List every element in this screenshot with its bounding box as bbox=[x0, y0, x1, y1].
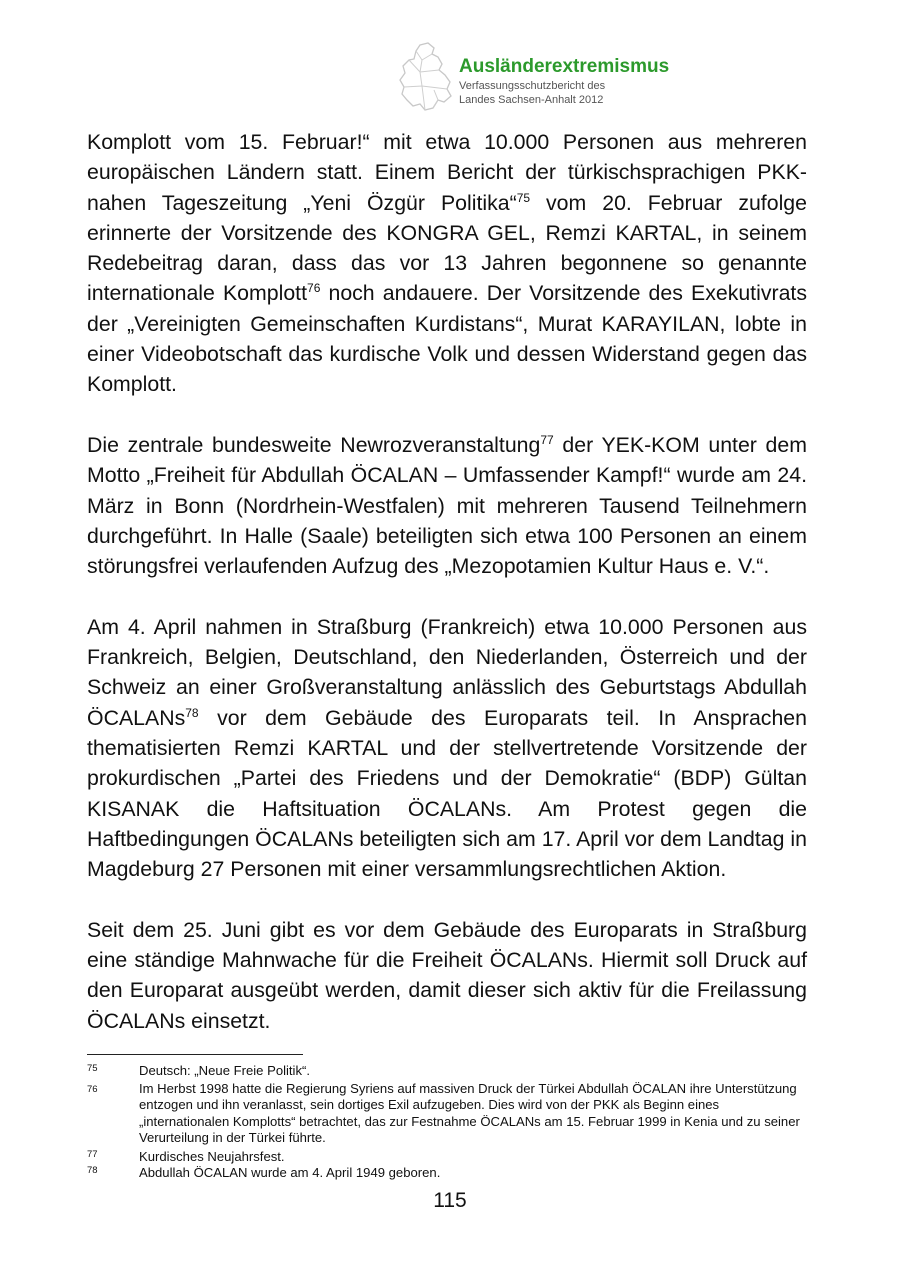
footnote-separator bbox=[87, 1054, 303, 1055]
footnote-77 bbox=[87, 1149, 807, 1165]
paragraph-2: Die zentrale bundesweite Newrozveranstaltung$^{77}$ der YEK-KOM unter dem Motto „Freiheit für Abdullah ÖCALAN – Umfassender Kampf!“ wurde am 24. März in Bonn (Nordrhein-Westfalen) mit mehreren Tausend Teilnehmern durchgeführt. In Halle (Saale) beteiligten sich etwa 100 Personen an einem störungsfrei verlaufenden Aufzug des „Mezopotamien Kultur Haus e. V.“. bbox=[87, 432, 807, 579]
footnote-text: Deutsch: „Neue Freie Politik“. bbox=[139, 1063, 311, 1078]
footnote-text: Im Herbst 1998 hatte die Regierung Syriens auf massiven Druck der Türkei Abdullah ÖCALAN ihre Unterstützung entzogen und ihn veranlasst, sein dortiges Exil aufzugeben. Dies wird von der PKK als Beginn eines „internationalen Komplotts“ betrachtet, das zur Festnahme ÖCALANs am 15. Februar 1999 in Kenia und zu seiner Verurteilung in der Türkei führte. bbox=[139, 1081, 800, 1146]
footnote-number: 76 bbox=[87, 1084, 98, 1095]
footnote-ref-78: 78 bbox=[185, 705, 199, 720]
footnote-ref-77: 77 bbox=[540, 432, 554, 447]
footnote-text: Kurdisches Neujahrsfest. bbox=[139, 1149, 285, 1164]
paragraph-4: Seit dem 25. Juni gibt es vor dem Gebäude des Europarats in Straßburg eine ständige Mahnwache für die Freiheit ÖCALANs. Hiermit soll Druck auf den Europarat ausgeübt werden, damit dieser sich aktiv für die Freilassung ÖCALANs einsetzt. bbox=[87, 917, 807, 1033]
header-subtitle bbox=[459, 80, 605, 107]
page-number: 115 bbox=[433, 1189, 467, 1212]
footnote-number: 77 bbox=[87, 1149, 98, 1160]
header-subtitle-line-2: Landes Sachsen-Anhalt 2012 bbox=[459, 93, 604, 106]
footnote-ref-76: 76 bbox=[307, 281, 321, 296]
header-title: Ausländerextremismus bbox=[459, 56, 670, 77]
paragraph-1: Komplott vom 15. Februar!“ mit etwa 10.000 Personen aus mehreren europäischen Ländern statt. Einem Bericht der türkischsprachigen PKK-nahen Tageszeitung „Yeni Özgür Politika“$^{75}$ vom 20. Februar zufolge erinnerte der Vorsitzende des KONGRA GEL, Remzi KARTAL, in seinem Redebeitrag daran, dass das vor 13 Jahren begonnene so genannte internationale Komplott$^{76}$ noch andauere. Der Vorsitzende des Exekutivrats der „Vereinigten Gemeinschaften Kurdistans“, Murat KARAYILAN, lobte in einer Videobotschaft das kurdische Volk und dessen Widerstand gegen das Komplott. bbox=[87, 130, 807, 397]
footnote-number: 75 bbox=[87, 1063, 98, 1074]
footnote-76 bbox=[87, 1081, 807, 1147]
body-text bbox=[87, 127, 807, 1066]
footnote-75 bbox=[87, 1063, 807, 1079]
header-subtitle-line-1: Verfassungsschutzbericht des bbox=[459, 80, 606, 92]
footnote-text: Abdullah ÖCALAN wurde am 4. April 1949 geboren. bbox=[139, 1165, 441, 1180]
paragraph-3: Am 4. April nahmen in Straßburg (Frankreich) etwa 10.000 Personen aus Frankreich, Belgien, Deutschland, den Niederlanden, Österreich und der Schweiz an einer Großveranstaltung anlässlich des Geburtstags Abdullah ÖCALANs$^{78}$ vor dem Gebäude des Europarats teil. In Ansprachen thematisierten Remzi KARTAL und der stellvertretende Vorsitzende der prokurdischen „Partei des Friedens und der Demokratie“ (BDP) Gültan KISANAK die Haftsituation ÖCALANs. Am Protest gegen die Haftbedingungen ÖCALANs beteiligten sich am 17. April vor dem Landtag in Magdeburg 27 Personen mit einer versammlungsrechtlichen Aktion. bbox=[87, 614, 807, 882]
footnote-number: 78 bbox=[87, 1165, 98, 1176]
footnote-ref-75: 75 bbox=[516, 190, 531, 205]
footnote-78 bbox=[87, 1165, 807, 1181]
saxony-anhalt-map-logo bbox=[398, 42, 454, 112]
